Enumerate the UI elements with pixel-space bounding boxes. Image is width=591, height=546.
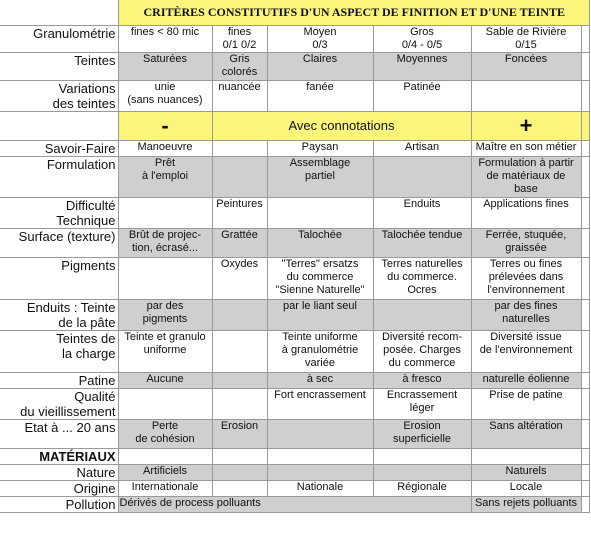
table-cell: [373, 448, 471, 464]
table-row: [0, 228, 589, 257]
table-cell: Teinte uniforme à granulométrie variée: [267, 330, 373, 372]
row-label: Difficulté Technique: [0, 197, 118, 228]
row-label: Teintes de la charge: [0, 330, 118, 372]
table-cell: Diversité recom- posée. Charges du commerce: [373, 330, 471, 372]
table-cell: Oxydes: [212, 257, 267, 299]
row-label: Teintes: [0, 52, 118, 80]
table-cell: [212, 464, 267, 480]
table-cell: Applications fines: [471, 197, 581, 228]
table-cell: Encrassement léger: [373, 388, 471, 419]
row-label: Pigments: [0, 257, 118, 299]
edge-cell: [581, 228, 589, 257]
row-label: Surface (texture): [0, 228, 118, 257]
table-cell: par le liant seul: [267, 299, 373, 330]
row-label: Variations des teintes: [0, 80, 118, 111]
table-cell: Sans altération: [471, 419, 581, 448]
table-title: CRITÈRES CONSTITUTIFS D'UN ASPECT DE FINITION ET D'UNE TEINTE: [118, 0, 589, 25]
table-cell: [212, 140, 267, 156]
table-cell: Gris colorés: [212, 52, 267, 80]
table-cell: Assemblage partiel: [267, 156, 373, 197]
edge-cell: [581, 25, 589, 52]
table-cell: [212, 156, 267, 197]
edge-cell: [581, 388, 589, 419]
table-cell: Artificiels: [118, 464, 212, 480]
table-cell: [267, 464, 373, 480]
table-cell: Patinée: [373, 80, 471, 111]
table-cell: Moyen 0/3: [267, 25, 373, 52]
table-row: [0, 52, 589, 80]
table-cell: Fort encrassement: [267, 388, 373, 419]
table-cell: Sans rejets polluants: [471, 496, 581, 512]
table-row: [0, 299, 589, 330]
table-cell: [212, 330, 267, 372]
table-cell: [118, 197, 212, 228]
table-row: [0, 388, 589, 419]
table-cell: Prêt à l'emploi: [118, 156, 212, 197]
table-cell: Brût de projec- tion, écrasé...: [118, 228, 212, 257]
table-cell: [373, 299, 471, 330]
edge-cell: [581, 480, 589, 496]
table-row: [0, 480, 589, 496]
table-row: [0, 330, 589, 372]
table-cell: Naturels: [471, 464, 581, 480]
edge-cell: [581, 419, 589, 448]
table-cell: Locale: [471, 480, 581, 496]
edge-cell: [581, 156, 589, 197]
table-cell: Enduits: [373, 197, 471, 228]
table-cell: Internationale: [118, 480, 212, 496]
table-cell: naturelle éolienne: [471, 372, 581, 388]
edge-cell: [581, 197, 589, 228]
edge-cell: [581, 330, 589, 372]
table-cell: Gros 0/4 - 0/5: [373, 25, 471, 52]
table-cell: [267, 419, 373, 448]
table-row: [0, 25, 589, 52]
table-cell: fines < 80 mic: [118, 25, 212, 52]
table-cell: Talochée tendue: [373, 228, 471, 257]
table-cell: Formulation à partir de matériaux de base: [471, 156, 581, 197]
table-row: [0, 496, 589, 512]
table-cell: Diversité issue de l'environnement: [471, 330, 581, 372]
table-cell: [212, 372, 267, 388]
table-cell: par des fines naturelles: [471, 299, 581, 330]
table-cell: [118, 448, 212, 464]
edge-cell: [581, 257, 589, 299]
table-row: [0, 419, 589, 448]
edge-cell: [581, 80, 589, 111]
row-label: Patine: [0, 372, 118, 388]
title-row: [0, 0, 589, 25]
table-cell: [471, 80, 581, 111]
edge-cell: [581, 52, 589, 80]
table-row: [0, 140, 589, 156]
table-cell: nuancée: [212, 80, 267, 111]
table-row: [0, 80, 589, 111]
table-row: [0, 197, 589, 228]
table-cell: Régionale: [373, 480, 471, 496]
edge-cell: [581, 111, 589, 140]
table-cell: à fresco: [373, 372, 471, 388]
edge-cell: [581, 140, 589, 156]
row-label: MATÉRIAUX: [0, 448, 118, 464]
table-cell: Ferrée, stuquée, graissée: [471, 228, 581, 257]
table-cell: Paysan: [267, 140, 373, 156]
table-cell: Artisan: [373, 140, 471, 156]
table-cell: Claires: [267, 52, 373, 80]
table-cell: Nationale: [267, 480, 373, 496]
edge-cell: [581, 448, 589, 464]
edge-cell: [581, 496, 589, 512]
table-cell: Grattée: [212, 228, 267, 257]
row-label: Granulométrie: [0, 25, 118, 52]
table-cell: Prise de patine: [471, 388, 581, 419]
row-label: Savoir-Faire: [0, 140, 118, 156]
table-cell: Sable de Rivière 0/15: [471, 25, 581, 52]
row-label: Etat à ... 20 ans: [0, 419, 118, 448]
plus-sign: +: [471, 111, 581, 140]
table-cell: [212, 299, 267, 330]
edge-cell: [581, 464, 589, 480]
table-cell: [118, 388, 212, 419]
table-cell: Maître en son métier: [471, 140, 581, 156]
table-cell: [373, 464, 471, 480]
table-cell: Manoeuvre: [118, 140, 212, 156]
table-cell: [267, 448, 373, 464]
table-cell: [212, 388, 267, 419]
corner-cell: [0, 0, 118, 25]
table-cell: par des pigments: [118, 299, 212, 330]
table-cell: Teinte et granulo uniforme: [118, 330, 212, 372]
connotations-label: Avec connotations: [212, 111, 471, 140]
table-row: [0, 156, 589, 197]
table-cell: Saturées: [118, 52, 212, 80]
table-cell: fines 0/1 0/2: [212, 25, 267, 52]
minus-sign: -: [118, 111, 212, 140]
table-row: [0, 464, 589, 480]
table-cell: unie (sans nuances): [118, 80, 212, 111]
table-cell: "Terres" ersatzs du commerce "Sienne Naturelle": [267, 257, 373, 299]
table-cell: [471, 448, 581, 464]
table-cell: à sec: [267, 372, 373, 388]
table-cell: Perte de cohésion: [118, 419, 212, 448]
table-row: [0, 448, 589, 464]
table-cell: [267, 197, 373, 228]
row-label: Formulation: [0, 156, 118, 197]
table-cell: Foncées: [471, 52, 581, 80]
row-label: Qualité du vieillissement: [0, 388, 118, 419]
row-label: Origine: [0, 480, 118, 496]
row-label: Pollution: [0, 496, 118, 512]
connotations-row: [0, 111, 589, 140]
row-label: Nature: [0, 464, 118, 480]
row-label: [0, 111, 118, 140]
edge-cell: [581, 372, 589, 388]
table-row: [0, 257, 589, 299]
table-cell: Erosion superficielle: [373, 419, 471, 448]
table-cell: [212, 480, 267, 496]
row-label: Enduits : Teinte de la pâte: [0, 299, 118, 330]
table-cell: Moyennes: [373, 52, 471, 80]
table-cell: Dérivés de process polluants: [118, 496, 471, 512]
table-cell: [212, 448, 267, 464]
table-cell: Talochée: [267, 228, 373, 257]
table-cell: fanée: [267, 80, 373, 111]
table-cell: [118, 257, 212, 299]
table-cell: Terres naturelles du commerce. Ocres: [373, 257, 471, 299]
table-cell: Terres ou fines prélevées dans l'environnement: [471, 257, 581, 299]
edge-cell: [581, 299, 589, 330]
table-cell: Peintures: [212, 197, 267, 228]
table-cell: [373, 156, 471, 197]
table-row: [0, 372, 589, 388]
table-cell: Erosion: [212, 419, 267, 448]
table-cell: Aucune: [118, 372, 212, 388]
